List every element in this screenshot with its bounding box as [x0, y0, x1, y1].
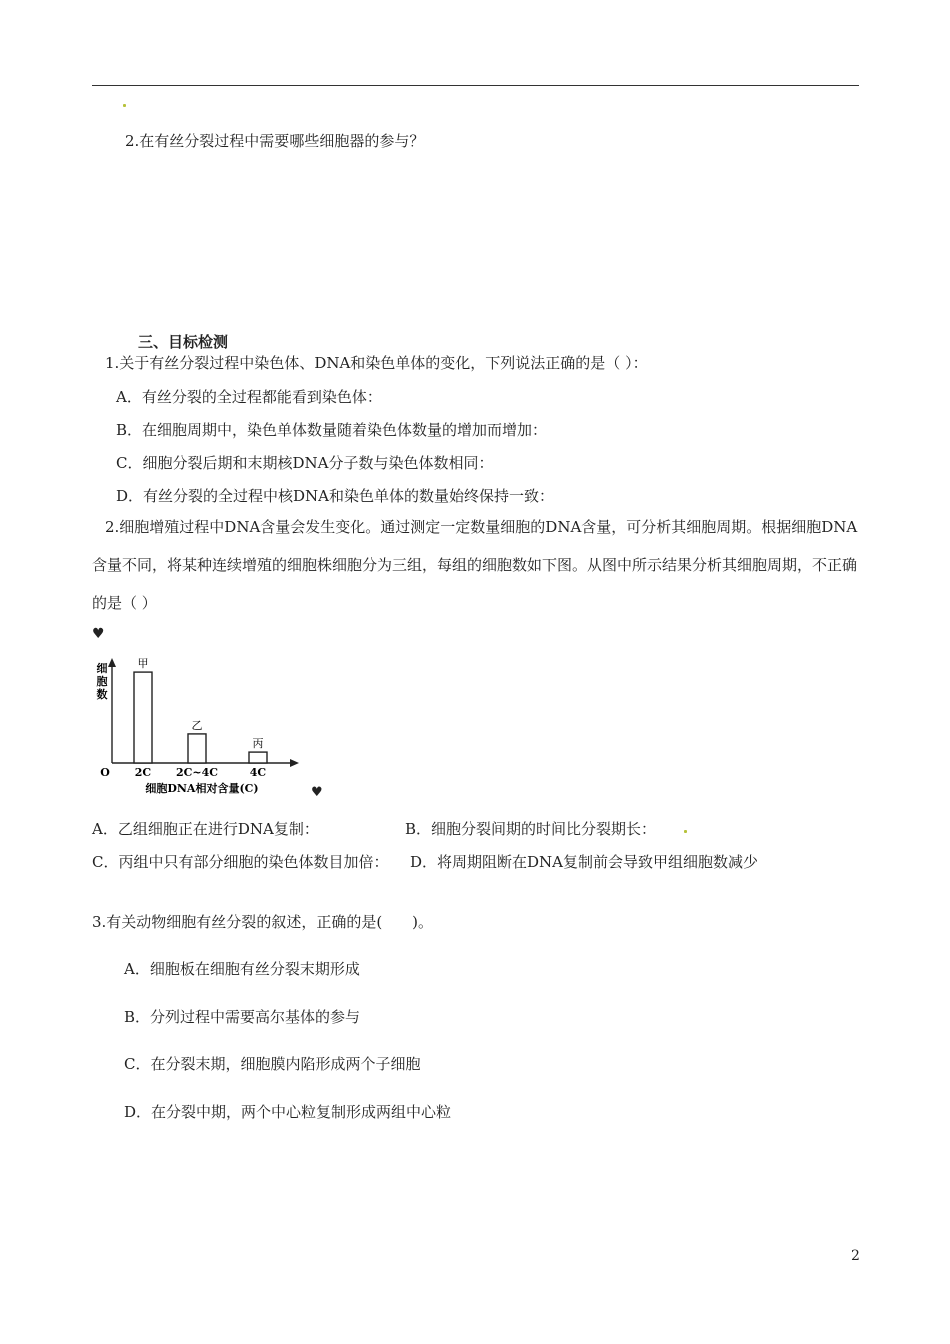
mark-dot	[123, 104, 126, 107]
q3-option-c: C．在分裂末期，细胞膜内陷形成两个子细胞	[124, 1055, 421, 1073]
mark-dot	[684, 830, 687, 833]
bar-2C	[134, 672, 152, 763]
header-rule	[92, 85, 859, 86]
x-tick-label: 2C~4C	[175, 766, 219, 779]
q1-option-b: B．在细胞周期中，染色单体数量随着染色体数量的增加而增加：	[116, 421, 548, 439]
chart-ylabel: 细胞数	[96, 662, 108, 701]
q3-option-a: A．细胞板在细胞有丝分裂末期形成	[124, 960, 360, 978]
q2-stem: 2.细胞增殖过程中DNA含量会发生变化。通过测定一定数量细胞的DNA含量，可分析其细胞周期。根据细胞DNA含量不同，将某种连续增殖的细胞株细胞分为三组，每组的细胞数如下图。从图中所示结果分析其细胞周期，不正确的是（ ）	[92, 518, 858, 612]
q2-option-d: D．将周期阻断在DNA复制前会导致甲组细胞数减少	[410, 853, 759, 871]
q2-option-c: C．丙组中只有部分细胞的染色体数目加倍：	[92, 853, 389, 871]
x-tick-label: 4C	[249, 766, 267, 779]
x-axis-arrow	[290, 759, 299, 767]
image-anchor-icon: ♥	[311, 785, 323, 800]
q1-stem: 1.关于有丝分裂过程中染色体、DNA和染色单体的变化，下列说法正确的是（ ）：	[105, 354, 648, 372]
q3-option-d: D．在分裂中期，两个中心粒复制形成两组中心粒	[124, 1103, 452, 1121]
q2-option-b: B．细胞分裂间期的时间比分裂期长：	[405, 820, 657, 838]
x-tick-label: 2C	[134, 766, 152, 779]
q1-option-c: C．细胞分裂后期和末期核DNA分子数与染色体数相同：	[116, 454, 494, 472]
q3-stem: 3.有关动物细胞有丝分裂的叙述，正确的是( )。	[92, 913, 434, 931]
bar-4C	[249, 752, 267, 763]
bar-label: 乙	[191, 718, 203, 732]
q1-option-a: A．有丝分裂的全过程都能看到染色体：	[116, 388, 382, 406]
image-anchor-icon: ♥	[92, 626, 105, 642]
dna-content-bar-chart	[92, 655, 332, 800]
bar-label: 甲	[137, 657, 149, 671]
q1-option-d: D．有丝分裂的全过程中核DNA和染色单体的数量始终保持一致：	[116, 487, 555, 505]
y-axis-arrow	[108, 658, 116, 667]
bar-label: 丙	[252, 737, 264, 751]
section-heading: 三、目标检测	[138, 333, 229, 351]
chart-xlabel: 细胞DNA相对含量(C)	[145, 782, 259, 795]
bar-2C~4C	[188, 734, 206, 763]
origin-label: O	[100, 766, 110, 779]
top-question: 2.在有丝分裂过程中需要哪些细胞器的参与？	[125, 132, 425, 150]
q2-option-a: A．乙组细胞正在进行DNA复制：	[92, 820, 319, 838]
q3-option-b: B．分列过程中需要高尔基体的参与	[124, 1008, 361, 1026]
page-number: 2	[851, 1248, 860, 1264]
